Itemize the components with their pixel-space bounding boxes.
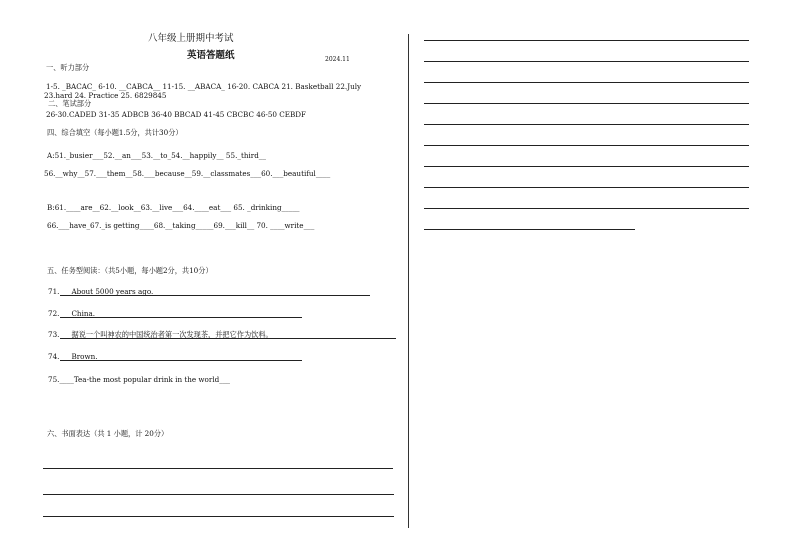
writing-line-3 [43,516,394,517]
answer-text: ____Tea-the most popular drink in the world___ [59,375,231,384]
writing-line-right-10 [424,229,635,230]
cloze-b-line-2: 66.___have_67._is getting____68.__taking_____69.___kill__ 70. ____write___ [47,221,315,230]
writing-line-2 [43,494,394,495]
writing-line-right-6 [424,145,749,146]
writing-line-1 [43,468,393,469]
answer-number: 74. [48,352,60,361]
answer-line-72 [60,317,302,318]
writing-line-right-5 [424,124,749,125]
exam-date: 2024.11 [325,56,350,63]
written-answers-line: 26-30.CADED 31-35 ADBCB 36-40 BBCAD 41-45 CBCBC 46-50 CEBDF [46,110,307,119]
reading-answer-75 [48,375,230,384]
answer-text: Brown. [71,352,98,361]
section-cloze-heading: 四、综合填空（每小题1.5分，共计30分） [47,128,183,137]
writing-line-right-3 [424,82,749,83]
answer-text: 据说一个叫神农的中国统治者第一次发现茶，并把它作为饮料。 [71,330,273,339]
answer-number: 71. [48,287,60,296]
page-title: 八年级上册期中考试 [148,33,234,44]
answer-line-74 [60,360,302,361]
section-listening-heading: 一、听力部分 [46,63,90,72]
answer-text: China. [71,309,96,318]
cloze-a-line-1: A:51._busier___52.__an___53.__to_54.__happily__ 55._third__ [47,151,266,160]
answer-line-71 [60,295,370,296]
page-subtitle: 英语答题纸 [187,50,235,61]
listening-answers-line-1: 1-5. _BACAC_ 6-10. __CABCA__ 11-15. __ABACA_ 16-20. CABCA 21. Basketball 22.July [46,82,362,91]
section-written-heading: 二、笔试部分 [48,99,92,108]
writing-line-right-4 [424,103,749,104]
writing-line-right-1 [424,40,749,41]
answer-number: 75. [48,375,60,384]
writing-line-right-8 [424,187,749,188]
answer-line-73 [60,338,396,339]
cloze-a-line-2: 56.__why__57.___them__58.___because__59.__classmates___60.___beautiful____ [44,169,331,178]
answer-text: About 5000 years ago. [71,287,154,296]
cloze-b-line-1: B:61.____are__62.__look__63.__live___64.____eat___ 65. _drinking_____ [47,203,300,212]
listening-answers-line-2: 23.hard 24. Practice 25. 6829845 [44,91,167,100]
section-writing-heading: 六、书面表达（共 1 小题，计 20分） [47,429,169,438]
column-divider [408,34,409,528]
answer-number: 73. [48,330,60,339]
writing-line-right-7 [424,166,749,167]
section-reading-heading: 五、任务型阅读：（共5小题，每小题2分，共10分） [47,266,213,275]
writing-line-right-2 [424,61,749,62]
writing-line-right-9 [424,208,749,209]
answer-number: 72. [48,309,60,318]
